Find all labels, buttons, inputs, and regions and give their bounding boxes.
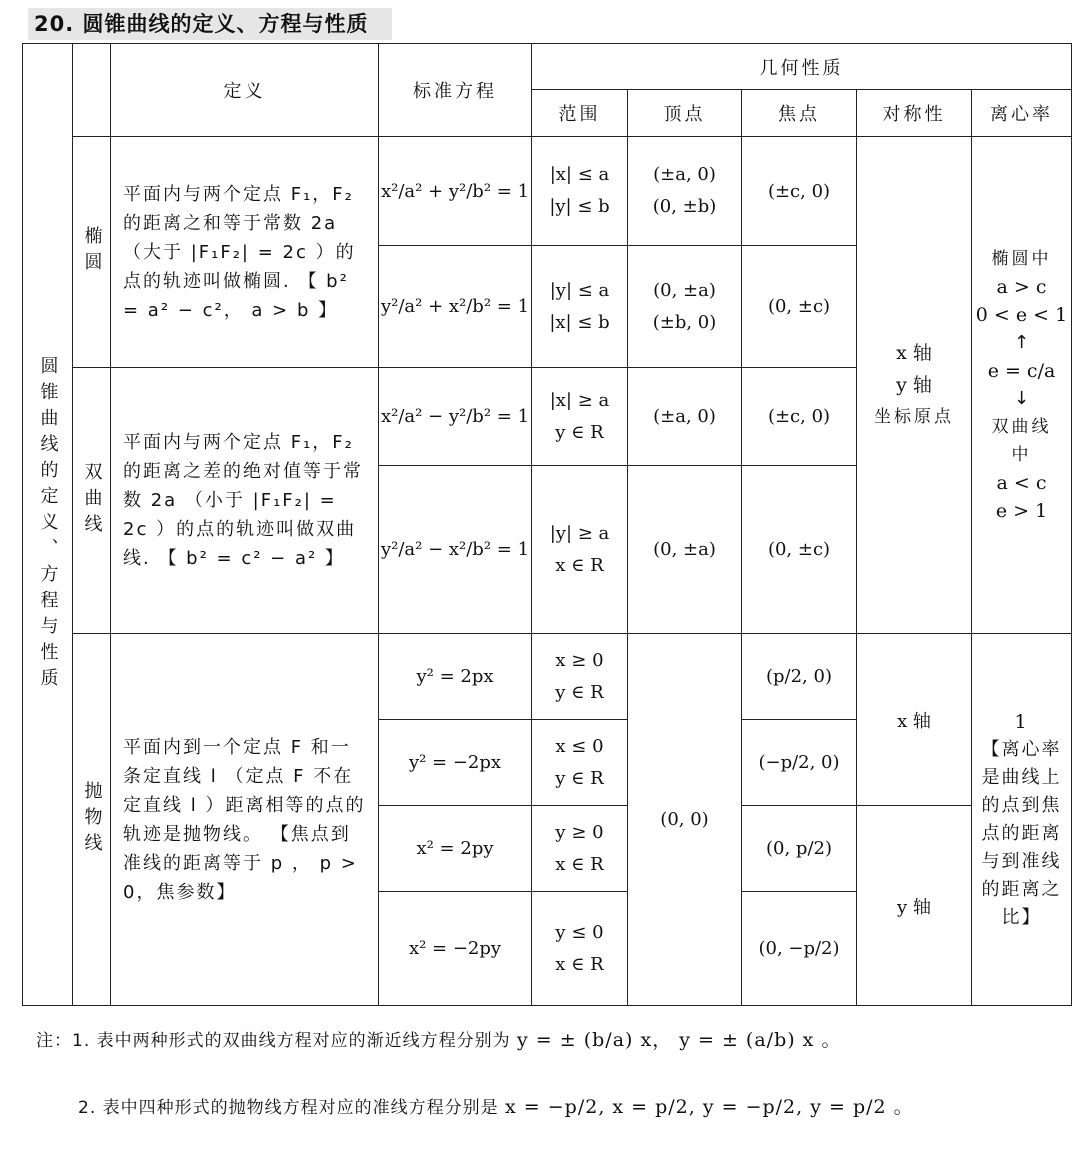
conic-symmetry bbox=[857, 137, 972, 634]
corner-cell bbox=[73, 44, 111, 137]
range-line: |x| ≤ a bbox=[549, 164, 610, 185]
vertex-line: (0, ±a) bbox=[653, 279, 716, 301]
hyperbola-vertex-2: (0, ±a) bbox=[628, 466, 742, 634]
hyperbola-focus-2: (0, ±c) bbox=[742, 466, 857, 634]
side-label-cell bbox=[23, 44, 73, 1006]
ellipse-eq-2: y²/a² + x²/b² = 1 bbox=[379, 246, 532, 368]
range-line: |y| ≤ a bbox=[549, 279, 610, 301]
page-title: 20. 圆锥曲线的定义、方程与性质 bbox=[28, 8, 392, 40]
ellipse-definition: 平面内与两个定点 F₁，F₂ 的距离之和等于常数 2a （大于 |F₁F₂| = 2c ）的点的轨迹叫做椭圆. 【 b² = a² − c²， a > b 】 bbox=[111, 137, 379, 368]
range-line: y ∈ R bbox=[555, 681, 604, 703]
range-line: x ∈ R bbox=[555, 554, 604, 576]
ellipse-vertex-2 bbox=[628, 246, 742, 368]
parabola-focus-3: (0, p/2) bbox=[742, 806, 857, 892]
hyperbola-name: 双曲线 bbox=[81, 461, 103, 540]
parabola-name-cell bbox=[73, 634, 111, 1006]
parabola-eq-4: x² = −2py bbox=[379, 892, 532, 1006]
note-2 bbox=[78, 1092, 914, 1119]
symmetry-origin: 坐标原点 bbox=[874, 407, 954, 427]
ellipse-range-2 bbox=[532, 246, 628, 368]
header-geo-props: 几何性质 bbox=[532, 44, 1072, 90]
hyperbola-vertex-1: (±a, 0) bbox=[628, 368, 742, 466]
header-symmetry: 对称性 bbox=[857, 90, 972, 137]
ellipse-name: 椭圆 bbox=[81, 226, 103, 278]
header-vertex: 顶点 bbox=[628, 90, 742, 137]
parabola-eccentricity bbox=[972, 634, 1072, 1006]
hyperbola-name-cell bbox=[73, 368, 111, 634]
range-line: y ∈ R bbox=[555, 421, 604, 443]
ellipse-focus-2: (0, ±c) bbox=[742, 246, 857, 368]
hyperbola-definition: 平面内与两个定点 F₁，F₂ 的距离之差的绝对值等于常数 2a （小于 |F₁F₂| = 2c ）的点的轨迹叫做双曲线. 【 b² = c² − a² 】 bbox=[111, 368, 379, 634]
header-focus: 焦点 bbox=[742, 90, 857, 137]
range-line: y ≤ 0 bbox=[555, 921, 604, 943]
conic-table bbox=[22, 43, 1072, 1006]
parabola-range-2 bbox=[532, 720, 628, 806]
ellipse-name-cell bbox=[73, 137, 111, 368]
vertex-line: (±a, 0) bbox=[653, 164, 716, 185]
range-line: x ≥ 0 bbox=[555, 649, 604, 671]
parabola-vertex: (0, 0) bbox=[628, 634, 742, 1006]
parabola-range-4 bbox=[532, 892, 628, 1006]
ellipse-range-1 bbox=[532, 137, 628, 246]
range-line: |y| ≤ b bbox=[549, 196, 610, 217]
header-range: 范围 bbox=[532, 90, 628, 137]
hyperbola-range-1 bbox=[532, 368, 628, 466]
ellipse-eq-1: x²/a² + y²/b² = 1 bbox=[379, 137, 532, 246]
note-1 bbox=[36, 1025, 841, 1052]
conic-eccentricity bbox=[972, 137, 1072, 634]
parabola-name: 抛物线 bbox=[81, 780, 103, 859]
hyperbola-eq-2: y²/a² − x²/b² = 1 bbox=[379, 466, 532, 634]
ecc-ellipse-label: 椭圆中 bbox=[991, 249, 1052, 269]
parabola-eq-2: y² = −2px bbox=[379, 720, 532, 806]
range-line: y ∈ R bbox=[555, 767, 604, 789]
note-2-formulas: x = −p/2, x = p/2, y = −p/2, y = p/2 。 bbox=[505, 1096, 914, 1118]
parabola-symmetry-x: x 轴 bbox=[857, 634, 972, 806]
hyperbola-eq-1: x²/a² − y²/b² = 1 bbox=[379, 368, 532, 466]
header-std-eq: 标准方程 bbox=[379, 44, 532, 137]
parabola-definition: 平面内到一个定点 F 和一条定直线 l （定点 F 不在定直线 l ）距离相等的点的轨迹是抛物线。 【焦点到准线的距离等于 p ， p > 0，焦参数】 bbox=[111, 634, 379, 1006]
header-eccentricity: 离心率 bbox=[972, 90, 1072, 137]
up-arrow-icon: ↑ bbox=[1013, 332, 1030, 353]
symmetry-x-axis: x 轴 bbox=[896, 342, 932, 364]
parabola-ecc-value: 1 bbox=[1014, 710, 1029, 733]
parabola-focus-1: (p/2, 0) bbox=[742, 634, 857, 720]
hyperbola-range-2 bbox=[532, 466, 628, 634]
ecc-formula: e = c/a bbox=[987, 360, 1056, 382]
symmetry-y-axis: y 轴 bbox=[896, 374, 932, 396]
range-line: x ≤ 0 bbox=[555, 735, 604, 757]
note-1-prefix: 注：1. 表中两种形式的双曲线方程对应的渐近线方程分别为 bbox=[36, 1031, 511, 1051]
note-2-prefix: 2. 表中四种形式的抛物线方程对应的准线方程分别是 bbox=[78, 1098, 499, 1118]
ecc-hyperbola-cond1: a < c bbox=[996, 472, 1047, 494]
ellipse-vertex-1 bbox=[628, 137, 742, 246]
parabola-ecc-note: 【离心率是曲线上的点到焦点的距离与到准线的距离之比】 bbox=[981, 738, 1062, 928]
ecc-hyperbola-cond2: e > 1 bbox=[995, 500, 1048, 522]
range-line: x ∈ R bbox=[555, 953, 604, 975]
note-1-formulas: y = ± (b/a) x， y = ± (a/b) x 。 bbox=[517, 1029, 842, 1051]
header-definition: 定义 bbox=[111, 44, 379, 137]
range-line: |y| ≥ a bbox=[549, 522, 610, 544]
range-line: x ∈ R bbox=[555, 853, 604, 875]
parabola-focus-4: (0, −p/2) bbox=[742, 892, 857, 1006]
parabola-symmetry-y: y 轴 bbox=[857, 806, 972, 1006]
parabola-range-3 bbox=[532, 806, 628, 892]
ecc-ellipse-cond1: a > c bbox=[996, 276, 1047, 298]
down-arrow-icon: ↓ bbox=[1013, 388, 1030, 409]
ellipse-focus-1: (±c, 0) bbox=[742, 137, 857, 246]
hyperbola-focus-1: (±c, 0) bbox=[742, 368, 857, 466]
vertex-line: (±b, 0) bbox=[652, 311, 717, 333]
range-line: |x| ≥ a bbox=[549, 389, 610, 411]
range-line: y ≥ 0 bbox=[555, 821, 604, 843]
parabola-range-1 bbox=[532, 634, 628, 720]
range-line: |x| ≤ b bbox=[549, 311, 610, 333]
vertex-line: (0, ±b) bbox=[652, 196, 717, 217]
ecc-hyperbola-label2: 中 bbox=[1011, 445, 1032, 465]
parabola-eq-1: y² = 2px bbox=[379, 634, 532, 720]
parabola-focus-2: (−p/2, 0) bbox=[742, 720, 857, 806]
parabola-eq-3: x² = 2py bbox=[379, 806, 532, 892]
ecc-hyperbola-label1: 双曲线 bbox=[991, 417, 1052, 437]
ecc-ellipse-cond2: 0 < e < 1 bbox=[975, 304, 1068, 326]
side-label: 圆锥曲线的定义、方程与性质 bbox=[37, 355, 59, 694]
